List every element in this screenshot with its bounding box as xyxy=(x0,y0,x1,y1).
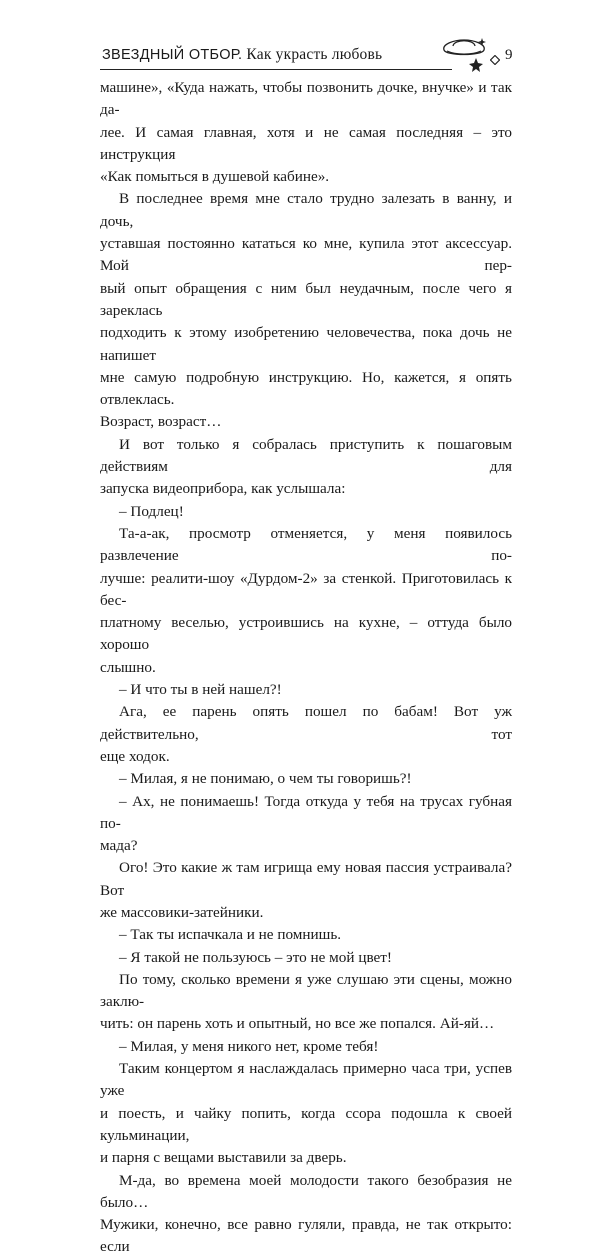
text-line: и парня с вещами выставили за дверь. xyxy=(100,1149,347,1167)
page-number: 9 xyxy=(505,47,513,63)
body-text xyxy=(100,77,512,1259)
text-line: В последнее время мне стало трудно залезать в ванну, и дочь, xyxy=(100,190,512,230)
text-line: подходить к этому изобретению человечества, пока дочь не напишет xyxy=(100,324,512,364)
header-title-rest: Как украсть любовь xyxy=(242,46,383,63)
header-rule xyxy=(100,69,452,70)
text-line: И вот только я собралась приступить к пошаговым действиям для xyxy=(100,435,512,476)
text-line: лучше: реалити-шоу «Дурдом-2» за стенкой. Приготовилась к бес- xyxy=(100,569,512,609)
text-line: – Милая, у меня никого нет, кроме тебя! xyxy=(119,1037,379,1055)
text-line: платному веселью, устроившись на кухне, – оттуда было хорошо xyxy=(100,614,512,654)
text-line: же массовики-затейники. xyxy=(100,903,264,921)
text-line: мада? xyxy=(100,837,138,855)
text-line: М-да, во времена моей молодости такого безобразия не было… xyxy=(100,1171,512,1211)
text-line: – Так ты испачкала и не помнишь. xyxy=(119,926,342,944)
text-line: машине», «Куда нажать, чтобы позвонить дочке, внучке» и так да- xyxy=(100,79,512,119)
text-line: чить: он парень хоть и опытный, но все же попался. Ай-яй… xyxy=(100,1015,495,1033)
diamond-ornament-icon xyxy=(490,55,500,65)
text-line: Та-а-ак, просмотр отменяется, у меня появилось развлечение по- xyxy=(100,524,512,565)
text-line: – Я такой не пользуюсь – это не мой цвет! xyxy=(119,948,392,966)
text-line: Мужики, конечно, все равно гуляли, правда, не так открыто: если xyxy=(100,1216,512,1256)
text-line: вый опыт обращения с ним был неудачным, после чего я зареклась xyxy=(100,279,512,319)
text-line: Ага, ее парень опять пошел по бабам! Вот уж действительно, тот xyxy=(100,703,512,743)
running-header xyxy=(100,40,520,70)
text-line: Возраст, возраст… xyxy=(100,413,222,431)
running-header-title xyxy=(102,46,382,64)
text-line: слышно. xyxy=(100,658,156,676)
text-line: – И что ты в ней нашел?! xyxy=(119,681,282,699)
text-line: уставшая постоянно кататься ко мне, купила этот аксессуар. Мой пер- xyxy=(100,235,512,275)
text-line: лее. И самая главная, хотя и не самая последняя – это инструкция xyxy=(100,123,512,163)
text-line: мне самую подробную инструкцию. Но, кажется, я опять отвлеклась. xyxy=(100,368,512,409)
text-line: Ого! Это какие ж там игрища ему новая пассия устраивала? Вот xyxy=(100,859,512,899)
text-line: Таким концертом я наслаждалась примерно часа три, успев уже xyxy=(100,1060,512,1100)
text-line: «Как помыться в душевой кабине». xyxy=(100,168,330,186)
ufo-icon xyxy=(438,34,490,74)
text-line: и поесть, и чайку попить, когда ссора подошла к своей кульминации, xyxy=(100,1104,512,1144)
text-line: – Милая, я не понимаю, о чем ты говоришь?! xyxy=(119,770,412,788)
text-line: запуска видеоприбора, как услышала: xyxy=(100,480,346,498)
text-line: По тому, сколько времени я уже слушаю эти сцены, можно заклю- xyxy=(100,970,512,1011)
header-title-caps: ЗВЕЗДНЫЙ ОТБОР. xyxy=(102,47,243,63)
text-line: – Ах, не понимаешь! Тогда откуда у тебя на трусах губная по- xyxy=(100,792,512,832)
text-line: – Подлец! xyxy=(119,502,184,520)
text-line: еще ходок. xyxy=(100,747,170,765)
